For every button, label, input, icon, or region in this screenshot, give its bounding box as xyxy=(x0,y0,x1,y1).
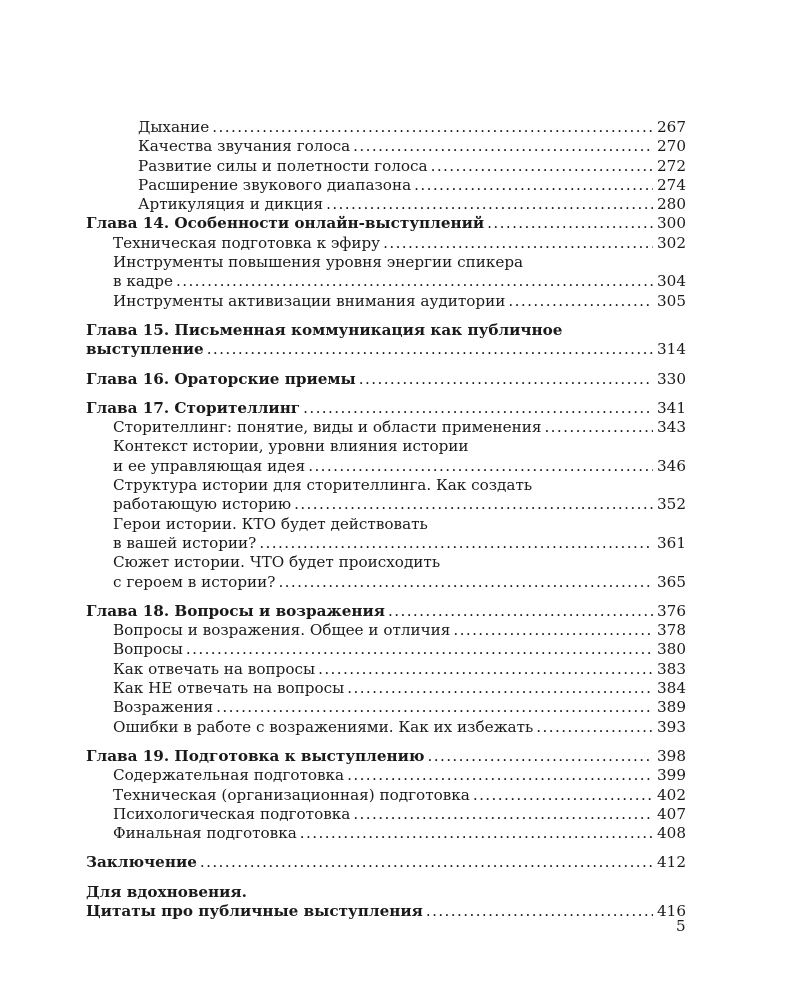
spacer xyxy=(86,311,686,321)
toc-entry-line1[interactable]: Инструменты повышения уровня энергии спикера xyxy=(113,253,524,272)
toc-leader-dots xyxy=(207,340,653,359)
toc-leader-dots xyxy=(308,457,653,476)
toc-chapter-14[interactable] xyxy=(86,214,686,233)
toc-entry-page: 378 xyxy=(657,621,686,640)
toc-entry[interactable] xyxy=(86,272,686,291)
toc-entry[interactable] xyxy=(86,573,686,592)
toc-leader-dots xyxy=(300,824,653,843)
toc-entry[interactable] xyxy=(86,534,686,553)
toc-entry-title: Расширение звукового диапазона xyxy=(138,175,412,194)
toc-entry[interactable] xyxy=(86,195,686,214)
toc-entry-title: Сторителлинг: понятие, виды и области применения xyxy=(113,418,542,437)
toc-entry-title: Как НЕ отвечать на вопросы xyxy=(113,679,345,698)
toc-entry-page: 383 xyxy=(657,659,686,678)
toc-inspiration-line1[interactable]: Для вдохновения. xyxy=(86,882,247,901)
toc-entry-page: 361 xyxy=(657,533,686,552)
toc-entry[interactable] xyxy=(86,718,686,737)
toc-entry[interactable] xyxy=(86,118,686,137)
toc-entry-title: Техническая (организационная) подготовка xyxy=(113,785,470,804)
toc-entry[interactable] xyxy=(86,234,686,253)
toc-entry[interactable] xyxy=(86,621,686,640)
toc-leader-dots xyxy=(453,621,653,640)
toc-leader-dots xyxy=(426,902,653,921)
toc-entry-line1[interactable]: Герои истории. КТО будет действовать xyxy=(113,514,428,533)
toc-entry-title: Ошибки в работе с возражениями. Как их избежать xyxy=(113,717,534,736)
toc-chapter-title: Глава 16. Ораторские приемы xyxy=(86,369,356,388)
toc-chapter-page: 376 xyxy=(657,601,686,620)
toc-entry-line1[interactable]: Контекст истории, уровни влияния истории xyxy=(113,437,469,456)
toc-leader-dots xyxy=(347,679,653,698)
toc-inspiration[interactable] xyxy=(86,902,686,921)
toc-entry-title: Артикуляция и дикция xyxy=(138,195,324,214)
toc-leader-dots xyxy=(359,370,653,389)
toc-leader-dots xyxy=(294,495,653,514)
toc-entry[interactable] xyxy=(86,418,686,437)
toc-leader-dots xyxy=(353,805,653,824)
toc-chapter-title: Глава 19. Подготовка к выступлению xyxy=(86,746,425,765)
toc-leader-dots xyxy=(318,660,653,679)
toc-entry[interactable] xyxy=(86,679,686,698)
spacer xyxy=(86,592,686,602)
toc-entry-page: 343 xyxy=(657,418,686,437)
toc-leader-dots xyxy=(303,399,653,418)
toc-chapter-title: Заключение xyxy=(86,853,197,872)
spacer xyxy=(86,843,686,853)
toc-entry-title: Вопросы xyxy=(113,640,183,659)
toc-entry[interactable] xyxy=(86,805,686,824)
toc-entry-title: Психологическая подготовка xyxy=(113,804,351,823)
toc-chapter-title: Глава 14. Особенности онлайн-выступлений xyxy=(86,214,485,233)
toc-leader-dots xyxy=(508,292,653,311)
toc-entry-title: Качества звучания голоса xyxy=(138,137,351,156)
toc-leader-dots xyxy=(259,534,653,553)
toc-leader-dots xyxy=(353,137,653,156)
toc-entry-title: Инструменты активизации внимания аудитории xyxy=(113,291,506,310)
toc-leader-dots xyxy=(383,234,653,253)
toc-entry[interactable] xyxy=(86,660,686,679)
toc-entry[interactable] xyxy=(86,786,686,805)
toc-leader-dots xyxy=(326,195,653,214)
toc-chapter-page: 314 xyxy=(657,340,686,359)
toc-chapter-17[interactable] xyxy=(86,399,686,418)
toc-entry[interactable] xyxy=(86,176,686,195)
toc-leader-dots xyxy=(186,640,653,659)
toc-entry-page: 352 xyxy=(657,495,686,514)
toc-entry-title: Финальная подготовка xyxy=(113,824,297,843)
toc-entry-page: 402 xyxy=(657,785,686,804)
toc-entry[interactable] xyxy=(86,157,686,176)
toc-chapter-15-line1[interactable]: Глава 15. Письменная коммуникация как публичное xyxy=(86,320,563,339)
toc-entry-title: Содержательная подготовка xyxy=(113,766,345,785)
toc-leader-dots xyxy=(176,272,653,291)
toc-entry-page: 274 xyxy=(657,175,686,194)
toc-entry-title: Вопросы и возражения. Общее и отличия xyxy=(113,621,451,640)
toc-entry-title: Возражения xyxy=(113,698,214,717)
toc-entry-title: Дыхание xyxy=(138,118,210,136)
toc-entry-page: 267 xyxy=(657,118,686,136)
toc-conclusion[interactable] xyxy=(86,853,686,872)
toc-entry-page: 346 xyxy=(657,456,686,475)
toc-chapter-19[interactable] xyxy=(86,747,686,766)
toc-entry-title: с героем в истории? xyxy=(113,572,276,591)
spacer xyxy=(86,360,686,370)
toc-leader-dots xyxy=(428,747,653,766)
toc-chapter-page: 398 xyxy=(657,746,686,765)
toc-entry[interactable] xyxy=(86,640,686,659)
toc-entry-page: 389 xyxy=(657,698,686,717)
toc-leader-dots xyxy=(431,157,653,176)
toc-entry[interactable] xyxy=(86,766,686,785)
toc-chapter-title: Глава 18. Вопросы и возражения xyxy=(86,601,386,620)
toc-leader-dots xyxy=(388,602,653,621)
toc-entry-page: 365 xyxy=(657,572,686,591)
toc-entry-title: и ее управляющая идея xyxy=(113,456,306,475)
toc-entry[interactable] xyxy=(86,824,686,843)
toc-chapter-16[interactable] xyxy=(86,370,686,389)
toc-chapter-page: 300 xyxy=(657,214,686,233)
toc-leader-dots xyxy=(487,214,653,233)
toc-entry-title: работающую историю xyxy=(113,495,292,514)
toc-entry[interactable] xyxy=(86,457,686,476)
toc-leader-dots xyxy=(216,698,653,717)
toc-entry-page: 302 xyxy=(657,233,686,252)
toc-entry[interactable] xyxy=(86,495,686,514)
table-of-contents xyxy=(86,118,686,921)
toc-entry-page: 272 xyxy=(657,156,686,175)
toc-chapter-title: Глава 17. Сторителлинг xyxy=(86,398,301,417)
toc-entry-page: 280 xyxy=(657,195,686,214)
toc-chapter-title: выступление xyxy=(86,340,204,359)
toc-entry-title: в вашей истории? xyxy=(113,533,257,552)
toc-chapter-15[interactable] xyxy=(86,340,686,359)
toc-entry-page: 304 xyxy=(657,272,686,291)
toc-leader-dots xyxy=(544,418,653,437)
toc-chapter-page: 412 xyxy=(657,853,686,872)
toc-chapter-18[interactable] xyxy=(86,602,686,621)
page-number: 5 xyxy=(676,917,686,935)
spacer xyxy=(86,389,686,399)
toc-entry-page: 305 xyxy=(657,291,686,310)
toc-entry-title: Техническая подготовка к эфиру xyxy=(113,233,381,252)
toc-entry-page: 399 xyxy=(657,766,686,785)
toc-entry-page: 380 xyxy=(657,640,686,659)
toc-leader-dots xyxy=(414,176,653,195)
toc-entry-line1[interactable]: Структура истории для сторителлинга. Как создать xyxy=(113,476,533,495)
toc-leader-dots xyxy=(200,853,653,872)
toc-chapter-page: 341 xyxy=(657,398,686,417)
toc-entry-title: Развитие силы и полетности голоса xyxy=(138,156,428,175)
toc-leader-dots xyxy=(473,786,653,805)
toc-chapter-page: 416 xyxy=(657,901,686,920)
toc-leader-dots xyxy=(212,118,653,137)
toc-entry-page: 384 xyxy=(657,679,686,698)
toc-chapter-page: 330 xyxy=(657,369,686,388)
toc-entry-page: 408 xyxy=(657,824,686,843)
toc-leader-dots xyxy=(536,718,653,737)
toc-entry[interactable] xyxy=(86,292,686,311)
toc-entry[interactable] xyxy=(86,137,686,156)
spacer xyxy=(86,873,686,883)
toc-leader-dots xyxy=(278,573,653,592)
toc-entry-page: 407 xyxy=(657,804,686,823)
toc-entry[interactable] xyxy=(86,698,686,717)
toc-chapter-title: Цитаты про публичные выступления xyxy=(86,901,423,920)
toc-entry-page: 393 xyxy=(657,717,686,736)
toc-entry-line1[interactable]: Сюжет истории. ЧТО будет происходить xyxy=(113,553,441,572)
toc-entry-page: 270 xyxy=(657,137,686,156)
toc-entry-title: Как отвечать на вопросы xyxy=(113,659,316,678)
spacer xyxy=(86,737,686,747)
toc-entry-title: в кадре xyxy=(113,272,173,291)
toc-leader-dots xyxy=(347,766,653,785)
